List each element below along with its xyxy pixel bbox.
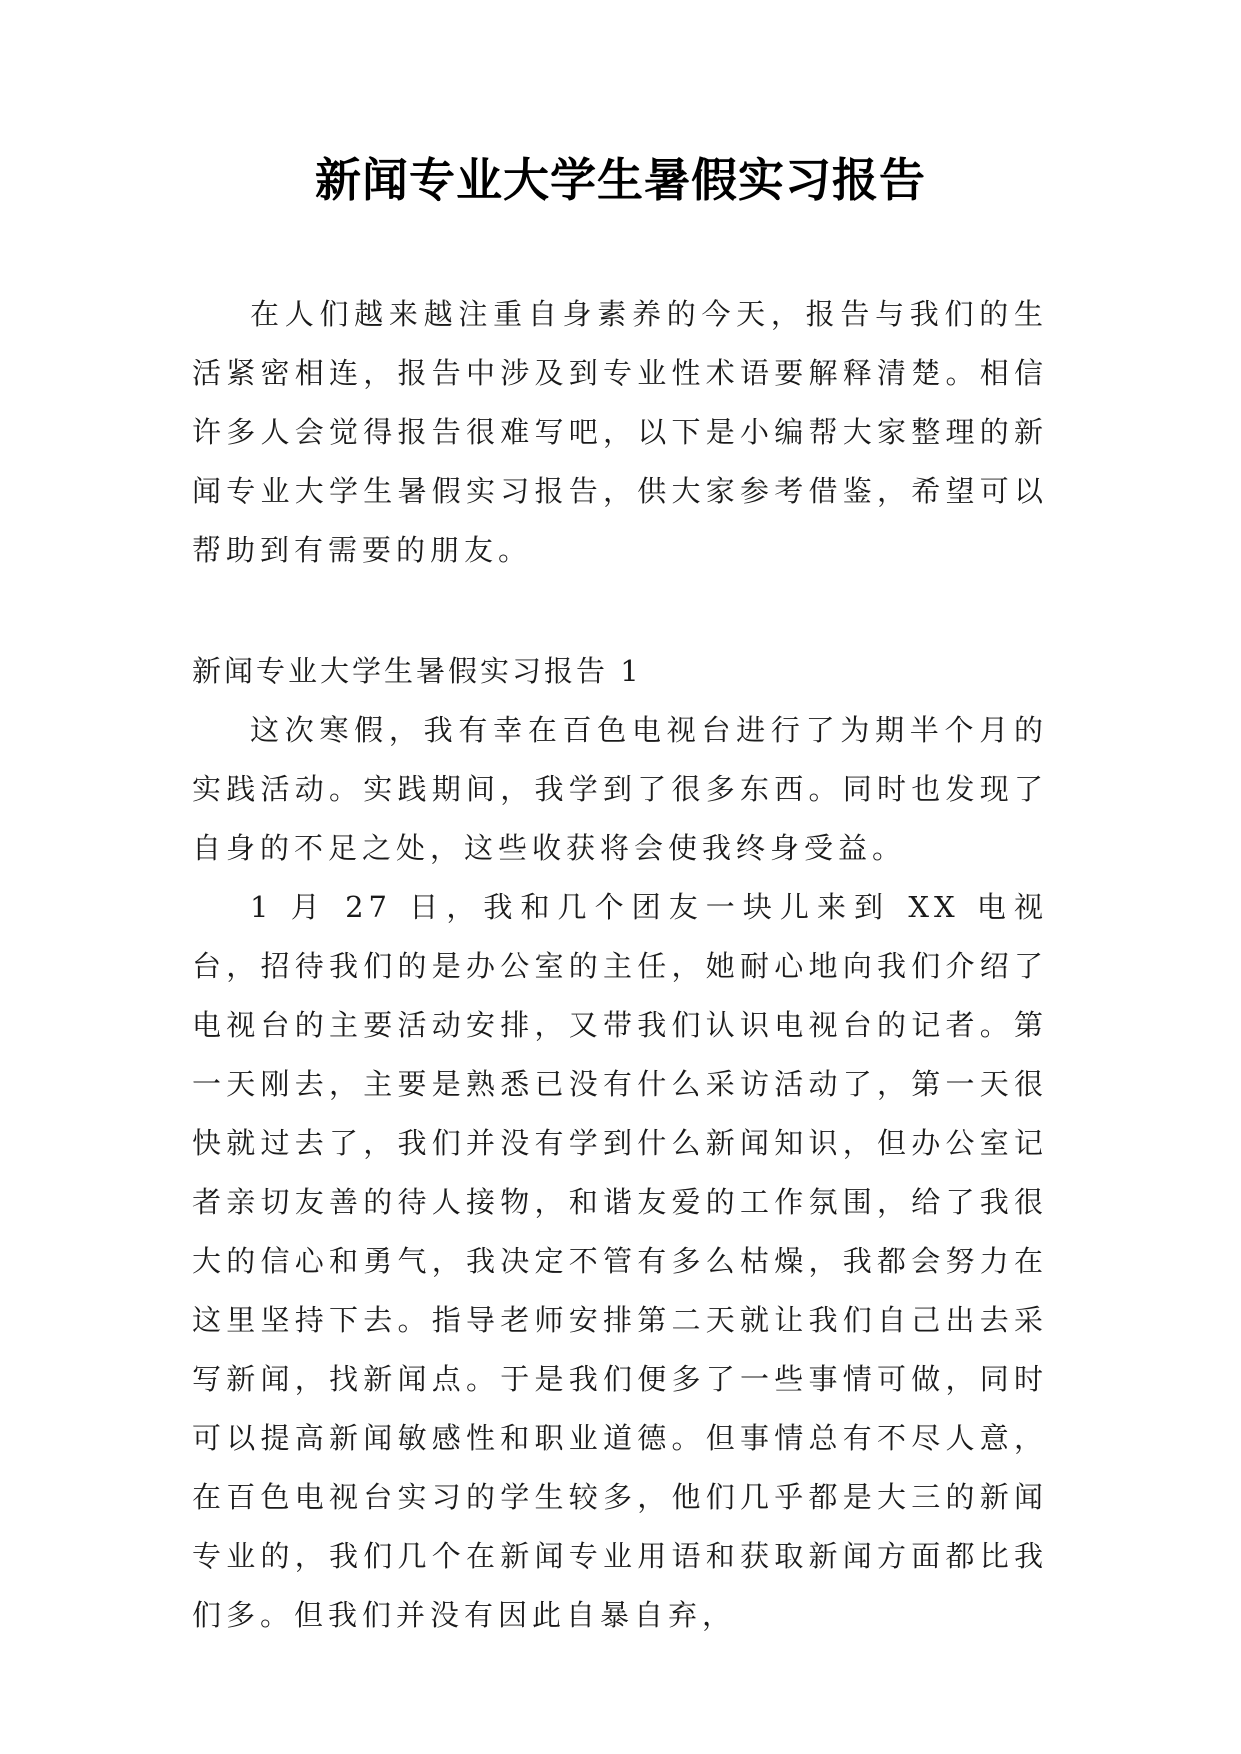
document-title: 新闻专业大学生暑假实习报告 xyxy=(315,153,926,207)
intro-paragraph: 在人们越来越注重自身素养的今天，报告与我们的生活紧密相连，报告中涉及到专业性术语要解释清楚。相信许多人会觉得报告很难写吧，以下是小编帮大家整理的新闻专业大学生暑假实习报告，供大家参考借鉴，希望可以帮助到有需要的朋友。 xyxy=(192,297,1048,567)
report-section xyxy=(192,642,1048,1645)
body-paragraph: 这次寒假，我有幸在百色电视台进行了为期半个月的实践活动。实践期间，我学到了很多东西。同时也发现了自身的不足之处，这些收获将会使我终身受益。 xyxy=(192,713,1048,865)
body-paragraph: 1 月 27 日，我和几个团友一块儿来到 XX 电视台，招待我们的是办公室的主任，她耐心地向我们介绍了电视台的主要活动安排，又带我们认识电视台的记者。第一天刚去，主要是熟悉已没有什么采访活动了，第一天很快就过去了，我们并没有学到什么新闻知识，但办公室记者亲切友善的待人接物，和谐友爱的工作氛围，给了我很大的信心和勇气，我决定不管有多么枯燥，我都会努力在这里坚持下去。指导老师安排第二天就让我们自己出去采写新闻，找新闻点。于是我们便多了一些事情可做，同时可以提高新闻敏感性和职业道德。但事情总有不尽人意，在百色电视台实习的学生较多，他们几乎都是大三的新闻专业的，我们几个在新闻专业用语和获取新闻方面都比我们多。但我们并没有因此自暴自弃， xyxy=(192,890,1048,1632)
intro-block xyxy=(192,285,1048,580)
section-heading: 新闻专业大学生暑假实习报告 1 xyxy=(192,654,642,688)
